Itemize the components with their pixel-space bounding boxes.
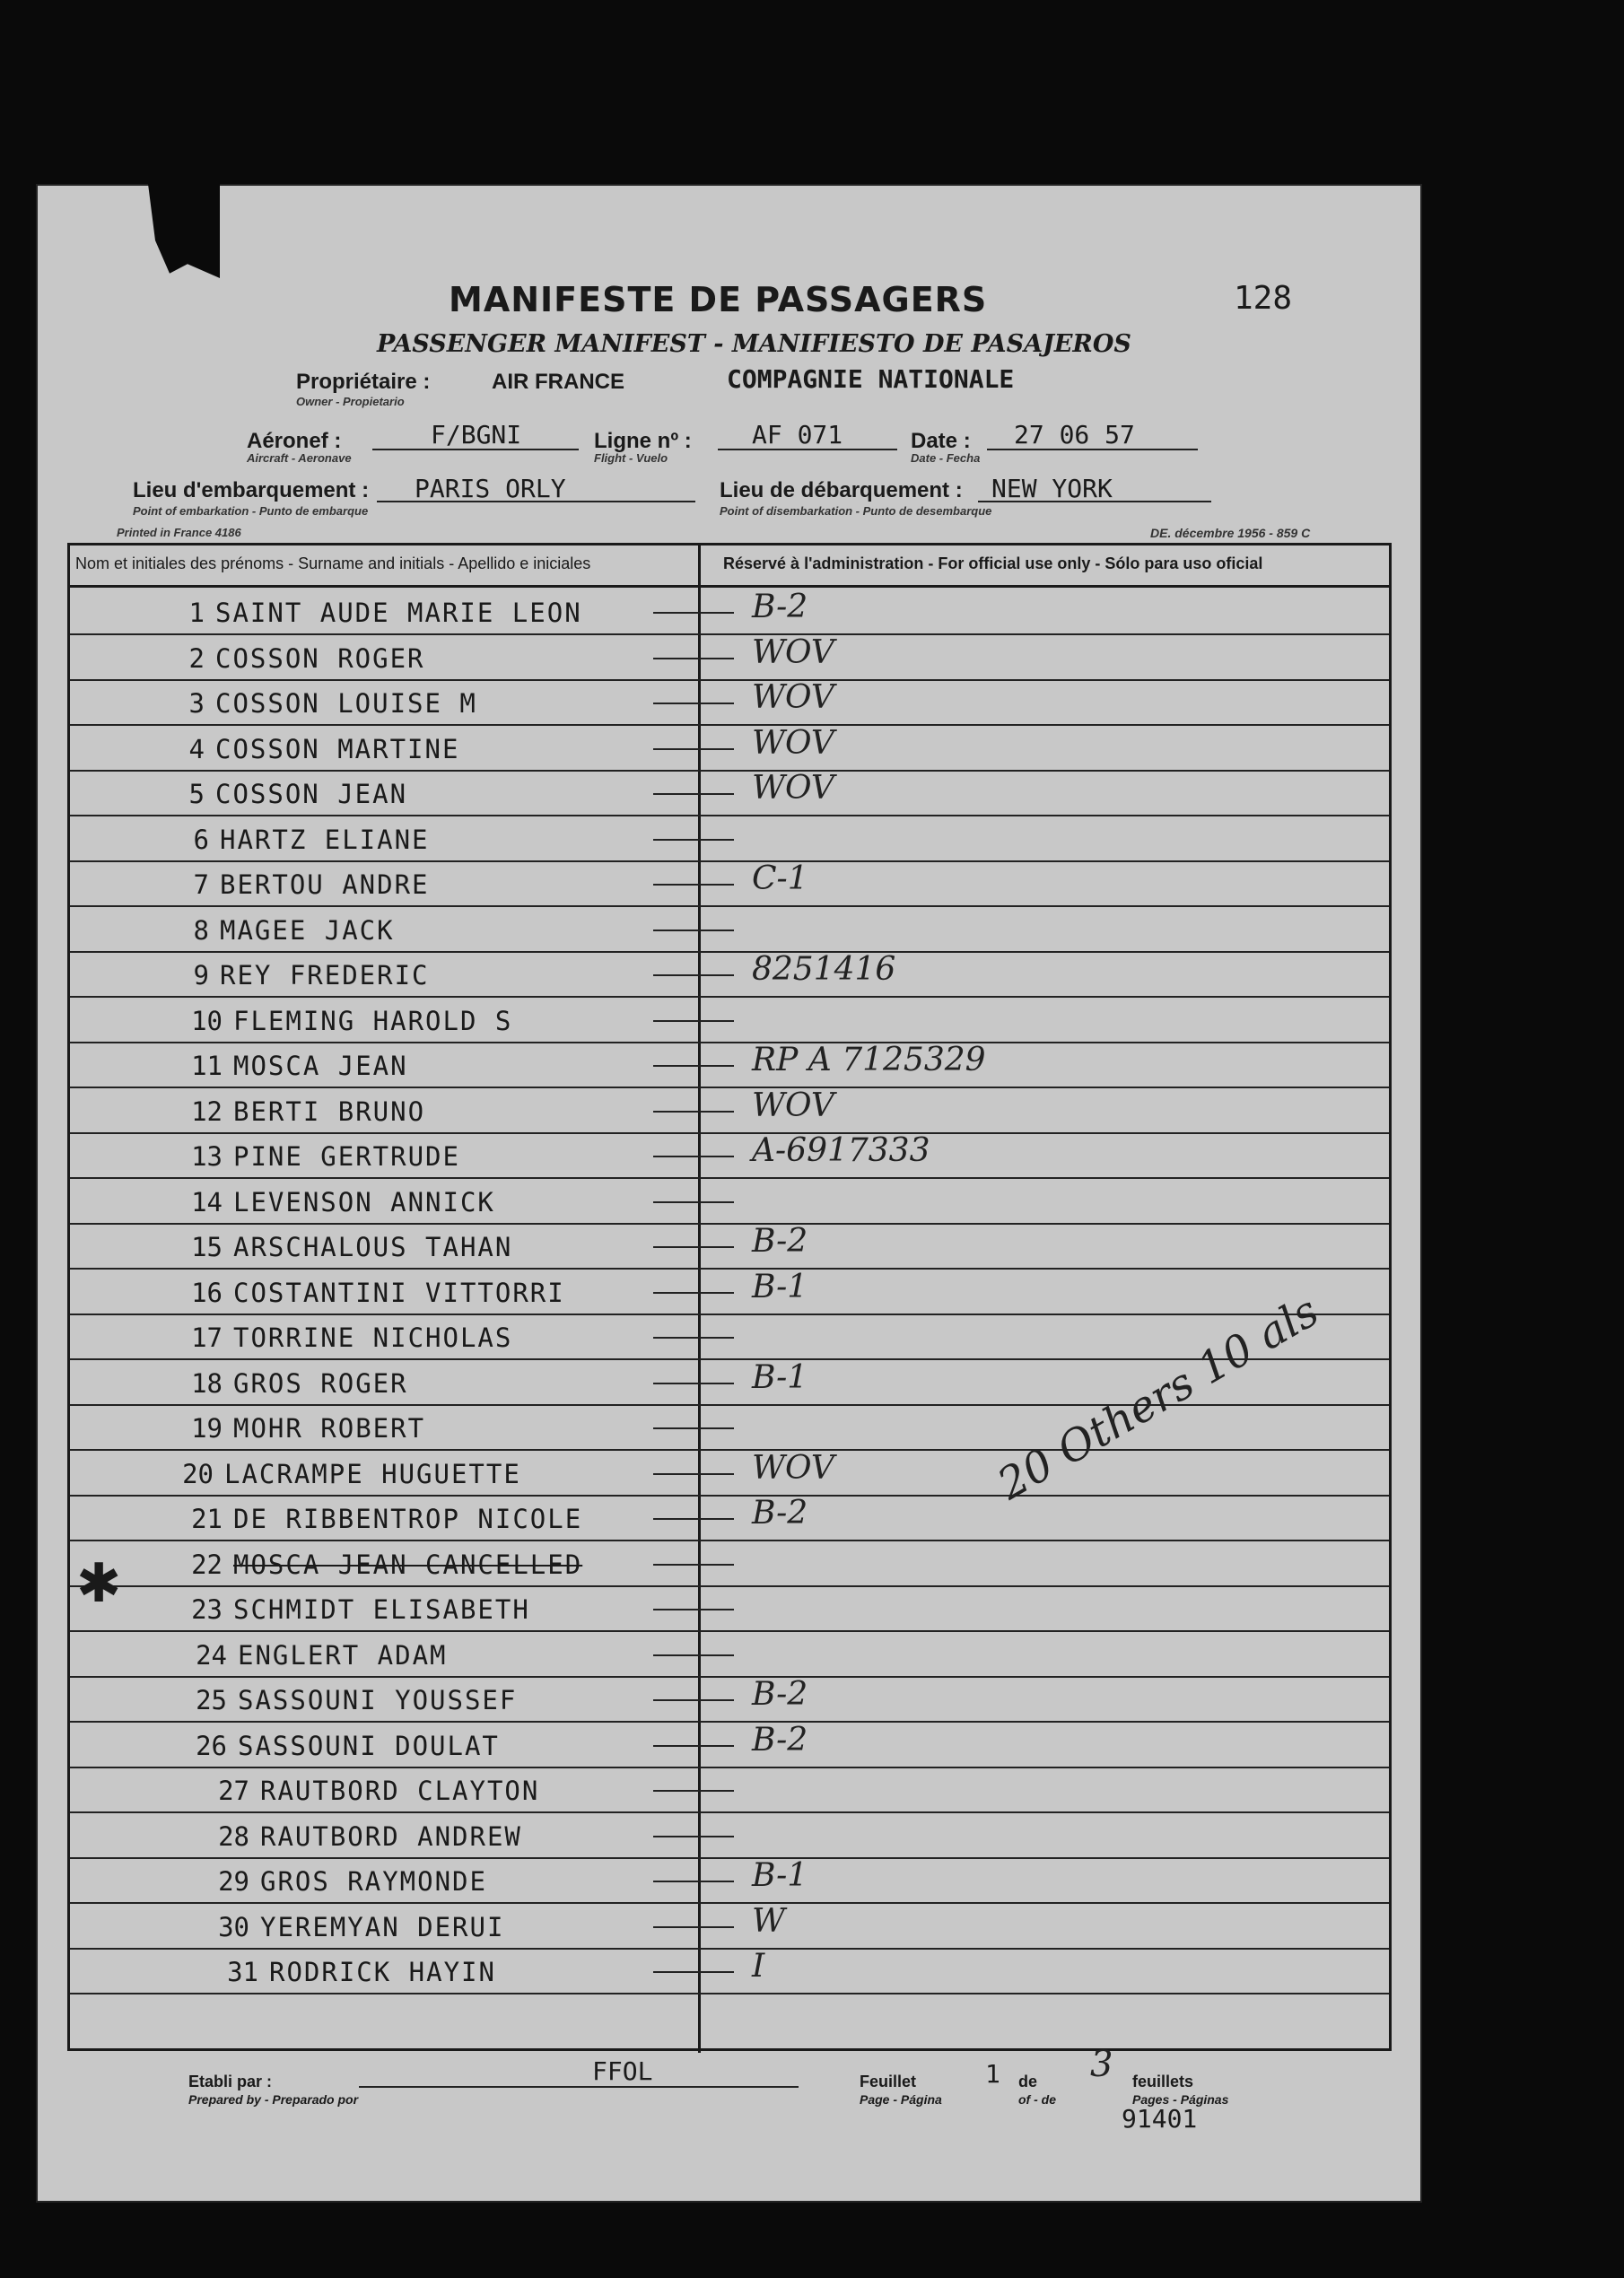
- date-sub: Date - Fecha: [911, 451, 981, 465]
- handwritten-stroke: [653, 1383, 734, 1384]
- table-row: [70, 1903, 1389, 1950]
- prepared-by-sub: Prepared by - Preparado por: [188, 2092, 359, 2107]
- sheet-label: Feuillet: [860, 2073, 917, 2090]
- official-note: B-2: [752, 1495, 808, 1532]
- official-note: B-2: [752, 1676, 808, 1713]
- handwritten-stroke: [653, 1427, 734, 1429]
- row-number: 18: [191, 1367, 223, 1399]
- table-row: [70, 1404, 1389, 1451]
- sheet-sub: Page - Página: [860, 2092, 942, 2107]
- row-number: 26: [196, 1730, 227, 1761]
- table-row: [70, 1223, 1389, 1270]
- embark-underline: [377, 501, 695, 502]
- row-number: 20: [182, 1458, 214, 1489]
- row-number: 7: [193, 869, 209, 900]
- passenger-name: COSSON ROGER: [215, 642, 425, 674]
- handwritten-stroke: [653, 1745, 734, 1747]
- table-row: [70, 1540, 1389, 1587]
- official-note: B-2: [752, 1721, 808, 1759]
- table-row: [70, 1269, 1389, 1315]
- passenger-name: LACRAMPE HUGUETTE: [224, 1458, 521, 1489]
- handwritten-stroke: [653, 793, 734, 795]
- official-note: RP A 7125329: [752, 1042, 986, 1078]
- table-row: [70, 951, 1389, 998]
- aircraft-value: F/BGNI: [431, 420, 522, 449]
- row-number: 12: [191, 1095, 223, 1127]
- owner-sub: Owner - Propietario: [296, 395, 405, 408]
- handwritten-stroke: [653, 1111, 734, 1113]
- handwritten-stroke: [653, 1518, 734, 1520]
- official-note: WOV: [752, 633, 834, 671]
- table-row: [70, 725, 1389, 772]
- table-row: [70, 589, 1389, 635]
- passenger-name: BERTI BRUNO: [233, 1095, 426, 1127]
- row-number: 13: [191, 1141, 223, 1172]
- row-number: 28: [218, 1820, 249, 1852]
- handwritten-stroke: [653, 1654, 734, 1656]
- passenger-name: RAUTBORD CLAYTON: [260, 1776, 540, 1806]
- passenger-name: PINE GERTRUDE: [233, 1141, 460, 1172]
- passenger-name: FLEMING HAROLD S: [233, 1005, 513, 1036]
- handwritten-stroke: [653, 1292, 734, 1294]
- handwritten-stroke: [653, 1881, 734, 1882]
- official-note: B-1: [752, 1857, 808, 1894]
- row-number: 9: [193, 960, 209, 991]
- handwritten-stroke: [653, 1699, 734, 1701]
- form-code: DE. décembre 1956 - 859 C: [1150, 526, 1311, 540]
- passenger-table: [67, 543, 1392, 2051]
- printed-note: Printed in France 4186: [117, 526, 241, 539]
- row-number: 19: [191, 1413, 223, 1444]
- row-number: 2: [188, 642, 205, 674]
- passenger-name: RODRICK HAYIN: [269, 1957, 496, 1987]
- row-number: 25: [196, 1685, 227, 1715]
- passenger-name: ARSCHALOUS TAHAN: [233, 1232, 513, 1262]
- embark-value: PARIS ORLY: [415, 474, 566, 503]
- handwritten-stroke: [653, 1201, 734, 1203]
- page-number: 128: [1234, 280, 1293, 317]
- table-row: [70, 1631, 1389, 1678]
- embark-label: Lieu d'embarquement :: [133, 478, 370, 502]
- table-row: [70, 1042, 1389, 1088]
- table-row: [70, 1767, 1389, 1813]
- row-number: 22: [191, 1549, 223, 1580]
- passenger-name: SCHMIDT ELISABETH: [233, 1594, 530, 1625]
- row-number: 21: [191, 1504, 223, 1534]
- passenger-name: COSSON LOUISE M: [215, 688, 477, 719]
- passenger-name: MOHR ROBERT: [233, 1413, 426, 1444]
- page-subtitle: PASSENGER MANIFEST - MANIFIESTO DE PASAJEROS: [377, 330, 1131, 358]
- passenger-name: SASSOUNI YOUSSEF: [238, 1685, 518, 1715]
- flight-label: Ligne nº :: [594, 429, 692, 453]
- asterisk-mark: ✱: [76, 1552, 122, 1615]
- column-header-names: Nom et initiales des prénoms - Surname and initials - Apellido e iniciales: [75, 554, 591, 572]
- official-note: WOV: [752, 724, 834, 762]
- table-row: [70, 634, 1389, 681]
- row-number: 31: [227, 1957, 258, 1987]
- table-row: [70, 816, 1389, 862]
- official-note: 8251416: [752, 951, 896, 988]
- table-row: [70, 1722, 1389, 1768]
- official-note: B-1: [752, 1268, 808, 1305]
- handwritten-margin-note: 20 Others 10 als: [989, 1286, 1328, 1510]
- passenger-name: DE RIBBENTROP NICOLE: [233, 1504, 583, 1534]
- passenger-name: MAGEE JACK: [220, 914, 395, 946]
- official-note: WOV: [752, 1087, 834, 1124]
- table-row: [70, 1495, 1389, 1541]
- handwritten-stroke: [653, 1065, 734, 1067]
- row-number: 24: [196, 1639, 227, 1671]
- embark-sub: Point of embarkation - Punto de embarque: [133, 504, 369, 518]
- of-sub: of - de: [1018, 2092, 1056, 2107]
- row-number: 5: [188, 779, 205, 809]
- table-row: [70, 906, 1389, 953]
- row-number: 17: [191, 1322, 223, 1353]
- handwritten-stroke: [653, 1473, 734, 1475]
- handwritten-stroke: [653, 1337, 734, 1339]
- table-row: [70, 770, 1389, 816]
- page-title: MANIFESTE DE PASSAGERS: [449, 280, 988, 319]
- table-row: [70, 860, 1389, 907]
- row-number: 30: [218, 1911, 249, 1942]
- passenger-name: COSSON JEAN: [215, 779, 408, 809]
- sheets-label: feuillets: [1132, 2073, 1194, 2090]
- handwritten-stroke: [653, 1020, 734, 1022]
- table-row: [70, 1812, 1389, 1859]
- handwritten-stroke: [653, 839, 734, 841]
- date-underline: [987, 449, 1198, 450]
- handwritten-stroke: [653, 1790, 734, 1792]
- row-number: 16: [191, 1277, 223, 1308]
- sheets-sub: Pages - Páginas: [1132, 2092, 1229, 2107]
- row-number: 4: [188, 733, 205, 764]
- table-row: [70, 1585, 1389, 1632]
- official-note: C-1: [752, 860, 808, 897]
- handwritten-stroke: [653, 703, 734, 704]
- passenger-name: MOSCA JEAN CANCELLED: [233, 1549, 583, 1580]
- flight-sub: Flight - Vuelo: [594, 451, 668, 465]
- passenger-name: ENGLERT ADAM: [238, 1639, 448, 1671]
- passenger-name: SASSOUNI DOULAT: [238, 1730, 500, 1761]
- passenger-name: YEREMYAN DERUI: [260, 1911, 505, 1942]
- disembark-underline: [978, 501, 1211, 502]
- document-number: 91401: [1122, 2104, 1198, 2134]
- table-row: [70, 1132, 1389, 1179]
- official-note: A-6917333: [752, 1132, 930, 1169]
- row-number: 11: [191, 1051, 223, 1081]
- flight-value: AF 071: [752, 420, 843, 449]
- disembark-label: Lieu de débarquement :: [720, 478, 963, 502]
- table-row: [70, 1676, 1389, 1723]
- handwritten-stroke: [653, 748, 734, 750]
- handwritten-stroke: [653, 658, 734, 659]
- row-number: 6: [193, 824, 209, 855]
- sheet-value: 1: [985, 2059, 1000, 2089]
- handwritten-stroke: [653, 1246, 734, 1248]
- passenger-name: SAINT AUDE MARIE LEON: [215, 598, 582, 628]
- row-number: 23: [191, 1594, 223, 1625]
- handwritten-stroke: [653, 1564, 734, 1566]
- passenger-name: TORRINE NICHOLAS: [233, 1322, 513, 1353]
- handwritten-stroke: [653, 974, 734, 976]
- passenger-name: REY FREDERIC: [220, 960, 430, 991]
- disembark-value: NEW YORK: [991, 474, 1113, 503]
- prepared-by-underline: [359, 2086, 799, 2088]
- disembark-sub: Point of disembarkation - Punto de desembarque: [720, 504, 992, 518]
- table-header: [70, 545, 1389, 588]
- passenger-name: GROS ROGER: [233, 1367, 408, 1399]
- owner-label: Propriétaire :: [296, 370, 431, 394]
- table-row: [70, 1857, 1389, 1904]
- official-note: B-2: [752, 1223, 808, 1260]
- table-row: [70, 1450, 1389, 1497]
- handwritten-stroke: [653, 612, 734, 614]
- table-row: [70, 1178, 1389, 1225]
- table-row: [70, 679, 1389, 726]
- passenger-name: LEVENSON ANNICK: [233, 1186, 495, 1218]
- table-row: [70, 997, 1389, 1043]
- passenger-name: MOSCA JEAN: [233, 1051, 408, 1081]
- of-value: 3: [1090, 2044, 1113, 2085]
- handwritten-stroke: [653, 930, 734, 931]
- passenger-name: HARTZ ELIANE: [220, 824, 430, 855]
- handwritten-stroke: [653, 884, 734, 886]
- company-name: COMPAGNIE NATIONALE: [727, 364, 1015, 394]
- owner-value: AIR FRANCE: [492, 370, 624, 394]
- table-row: [70, 1087, 1389, 1134]
- aircraft-label: Aéronef :: [247, 429, 342, 453]
- official-note: I: [752, 1948, 765, 1985]
- official-note: B-1: [752, 1358, 808, 1396]
- passenger-name: COSSON MARTINE: [215, 733, 460, 764]
- handwritten-stroke: [653, 1926, 734, 1928]
- of-label: de: [1018, 2073, 1038, 2090]
- passenger-name: GROS RAYMONDE: [260, 1866, 487, 1897]
- row-number: 29: [218, 1866, 249, 1897]
- table-row: [70, 1948, 1389, 1994]
- official-note: WOV: [752, 1449, 834, 1487]
- prepared-by-value: FFOL: [592, 2056, 653, 2086]
- handwritten-stroke: [653, 1156, 734, 1157]
- passenger-name: BERTOU ANDRE: [220, 869, 430, 900]
- official-note: B-2: [752, 589, 808, 625]
- row-number: 1: [188, 598, 205, 628]
- row-number: 27: [218, 1776, 249, 1806]
- row-number: 10: [191, 1005, 223, 1036]
- handwritten-stroke: [653, 1971, 734, 1973]
- row-number: 15: [191, 1232, 223, 1262]
- row-number: 14: [191, 1186, 223, 1218]
- aircraft-sub: Aircraft - Aeronave: [247, 451, 352, 465]
- row-number: 8: [193, 914, 209, 946]
- handwritten-stroke: [653, 1609, 734, 1610]
- handwritten-stroke: [653, 1836, 734, 1837]
- flight-underline: [718, 449, 897, 450]
- prepared-by-label: Etabli par :: [188, 2073, 273, 2090]
- date-label: Date :: [911, 429, 971, 453]
- aircraft-underline: [372, 449, 579, 450]
- date-value: 27 06 57: [1014, 420, 1135, 449]
- passenger-name: RAUTBORD ANDREW: [260, 1820, 522, 1852]
- passenger-name: COSTANTINI VITTORRI: [233, 1277, 565, 1308]
- row-number: 3: [188, 688, 205, 719]
- official-note: W: [752, 1902, 786, 1940]
- column-header-official: Réservé à l'administration - For official use only - Sólo para uso oficial: [723, 554, 1263, 572]
- official-note: WOV: [752, 770, 834, 807]
- official-note: WOV: [752, 679, 834, 716]
